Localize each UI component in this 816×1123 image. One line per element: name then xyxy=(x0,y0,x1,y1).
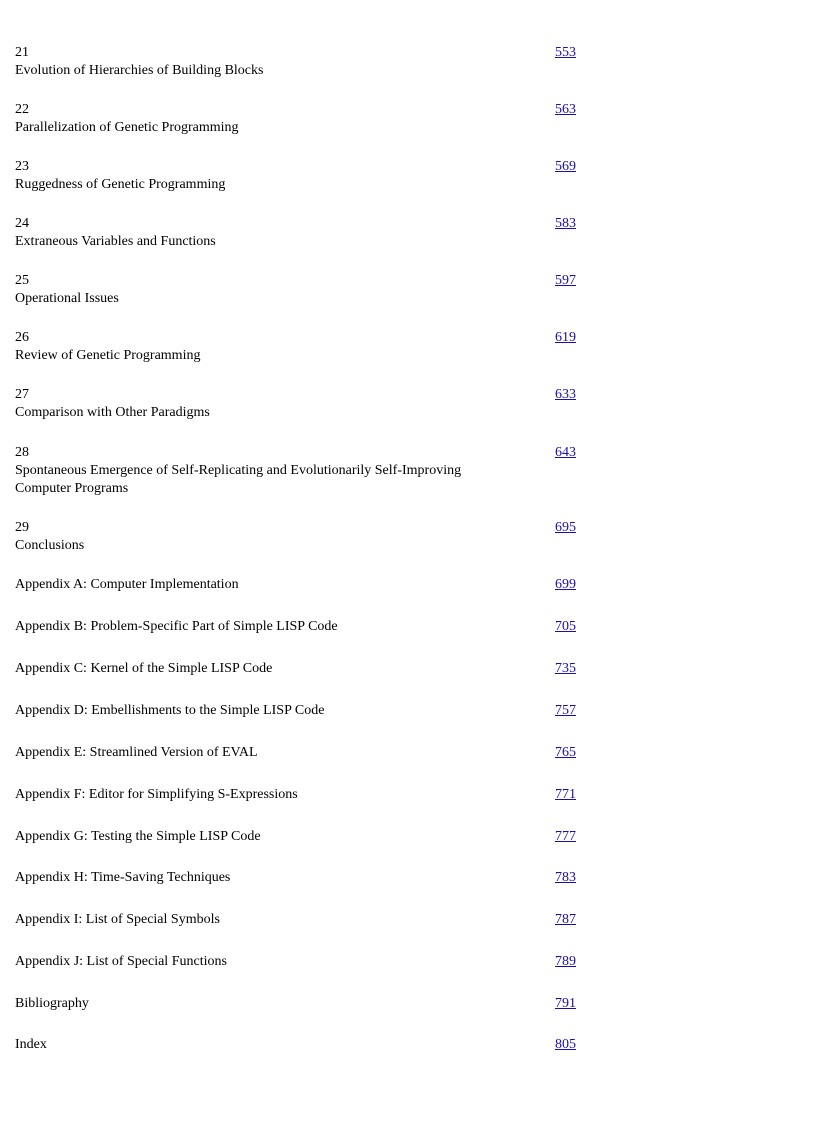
page-link[interactable]: 791 xyxy=(555,996,576,1011)
toc-appendix-e xyxy=(15,744,580,762)
chapter-title: Extraneous Variables and Functions xyxy=(15,234,216,249)
chapter-number: 24 xyxy=(15,216,29,231)
chapter-title: Comparison with Other Paradigms xyxy=(15,405,210,420)
toc-chapter-24 xyxy=(15,215,580,251)
toc-chapter-23 xyxy=(15,158,580,194)
chapter-title: Spontaneous Emergence of Self-Replicating and Evolutionarily Self-Improving Computer Programs xyxy=(15,463,462,496)
appendix-title: Appendix F: Editor for Simplifying S-Expressions xyxy=(15,787,298,802)
chapter-title: Parallelization of Genetic Programming xyxy=(15,120,239,135)
toc-chapter-28 xyxy=(15,444,580,498)
page-link[interactable]: 771 xyxy=(555,787,576,802)
appendix-title: Appendix B: Problem-Specific Part of Simple LISP Code xyxy=(15,619,338,634)
chapter-title: Conclusions xyxy=(15,538,85,553)
page-link[interactable]: 699 xyxy=(555,577,576,592)
appendix-title: Appendix G: Testing the Simple LISP Code xyxy=(15,829,261,844)
chapter-number: 25 xyxy=(15,273,29,288)
toc-chapter-21 xyxy=(15,44,580,80)
toc-chapter-27 xyxy=(15,386,580,422)
chapter-number: 23 xyxy=(15,159,29,174)
appendix-title: Appendix E: Streamlined Version of EVAL xyxy=(15,745,258,760)
toc-appendix-a xyxy=(15,576,580,594)
chapter-number: 26 xyxy=(15,330,29,345)
toc-appendix-c xyxy=(15,660,580,678)
page-link[interactable]: 563 xyxy=(555,102,576,117)
appendix-title: Appendix A: Computer Implementation xyxy=(15,577,239,592)
toc-appendix-i xyxy=(15,911,580,929)
appendix-title: Appendix H: Time-Saving Techniques xyxy=(15,870,231,885)
page-link[interactable]: 553 xyxy=(555,45,576,60)
page-link[interactable]: 619 xyxy=(555,330,576,345)
chapter-title: Operational Issues xyxy=(15,291,119,306)
page-link[interactable]: 783 xyxy=(555,870,576,885)
toc-chapter-25 xyxy=(15,272,580,308)
page-link[interactable]: 633 xyxy=(555,387,576,402)
page-link[interactable]: 765 xyxy=(555,745,576,760)
page-link[interactable]: 787 xyxy=(555,912,576,927)
toc-appendix-d xyxy=(15,702,580,720)
chapter-title: Review of Genetic Programming xyxy=(15,348,201,363)
chapter-number: 21 xyxy=(15,45,29,60)
page-link[interactable]: 695 xyxy=(555,520,576,535)
page-link[interactable]: 705 xyxy=(555,619,576,634)
chapter-number: 29 xyxy=(15,520,29,535)
page-link[interactable]: 777 xyxy=(555,829,576,844)
page-link[interactable]: 597 xyxy=(555,273,576,288)
appendix-title: Index xyxy=(15,1037,47,1052)
page-link[interactable]: 569 xyxy=(555,159,576,174)
appendix-title: Bibliography xyxy=(15,996,89,1011)
page-link[interactable]: 789 xyxy=(555,954,576,969)
page-link[interactable]: 757 xyxy=(555,703,576,718)
page-link[interactable]: 735 xyxy=(555,661,576,676)
toc-appendix-g xyxy=(15,828,580,846)
appendix-title: Appendix C: Kernel of the Simple LISP Code xyxy=(15,661,273,676)
toc-appendix-f xyxy=(15,786,580,804)
chapter-title: Ruggedness of Genetic Programming xyxy=(15,177,226,192)
chapter-number: 27 xyxy=(15,387,29,402)
page-link[interactable]: 805 xyxy=(555,1037,576,1052)
page-link[interactable]: 643 xyxy=(555,445,576,460)
toc-chapter-29 xyxy=(15,519,580,555)
toc-appendix-b xyxy=(15,618,580,636)
toc-chapter-26 xyxy=(15,329,580,365)
toc-appendix-j xyxy=(15,953,580,971)
chapter-number: 28 xyxy=(15,445,29,460)
toc-bibliography xyxy=(15,995,580,1013)
toc-index xyxy=(15,1036,580,1054)
chapter-title: Evolution of Hierarchies of Building Blocks xyxy=(15,63,264,78)
appendix-title: Appendix D: Embellishments to the Simple LISP Code xyxy=(15,703,325,718)
toc-chapter-22 xyxy=(15,101,580,137)
page-link[interactable]: 583 xyxy=(555,216,576,231)
appendix-title: Appendix I: List of Special Symbols xyxy=(15,912,220,927)
appendix-title: Appendix J: List of Special Functions xyxy=(15,954,227,969)
chapter-number: 22 xyxy=(15,102,29,117)
toc-appendix-h xyxy=(15,869,580,887)
